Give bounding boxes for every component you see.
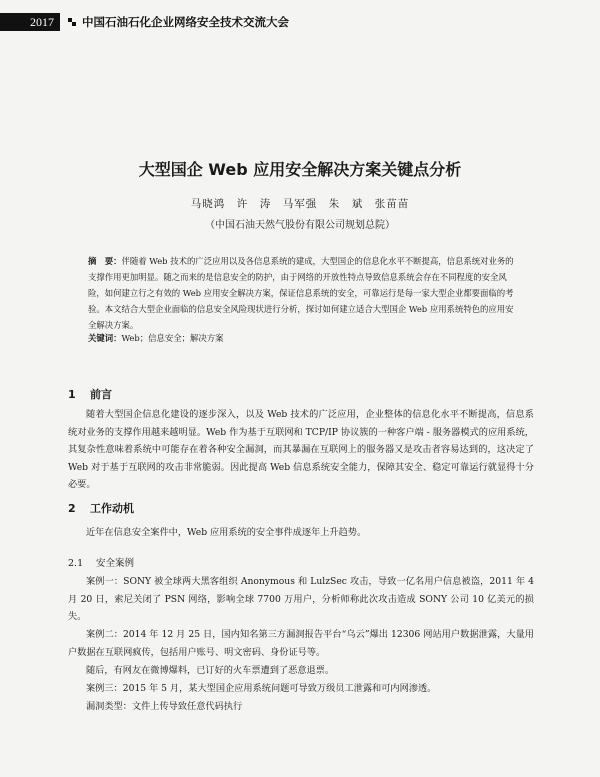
case-2: 案例二：2014 年 12 月 25 日，国内知名第三方漏洞报告平台“乌云”爆出 12306 网站用户数据泄露，大量用户数据在互联网疯传，包括用户账号、明文密码、身份证号等。 xyxy=(68,629,534,658)
section-1-title: 前言 xyxy=(90,388,112,401)
abstract xyxy=(88,253,520,333)
year-badge: 2017 xyxy=(0,13,60,31)
conference-title: 中国石油石化企业网络安全技术交流大会 xyxy=(82,15,289,29)
section-2-heading xyxy=(68,500,134,516)
affiliation: （中国石油天然气股份有限公司规划总院） xyxy=(205,220,395,231)
keywords xyxy=(88,332,520,344)
case-1: 案例一：SONY 被全球两大黑客组织 Anonymous 和 LulzSec 攻击，导致一亿名用户信息被盗，2011 年 4 月 20 日，索尼关闭了 PSN 网络，影响全球 7700 万用户，分析师称此次攻击造成 SONY 公司 10 亿美元的损失。 xyxy=(68,576,534,622)
case-3: 案例三：2015 年 5 月，某大型国企应用系统问题可导致万级员工泄露和可内网渗透。 xyxy=(86,683,437,694)
section-1-heading xyxy=(68,386,112,402)
section-1-paragraph: 随着大型国企信息化建设的逐步深入，以及 Web 技术的广泛应用，企业整体的信息化水平不断提高，信息系统对业务的支撑作用越来越明显。Web 作为基于互联网和 TCP/IP 协议簇的一种客户端 - 服务器模式的应用系统，其复杂性意味着系统中可能存在着各种安全漏洞，而其暴漏在互联网上的服务器又是攻击者容易达到的，这决定了 Web 对于基于互联网的攻击非常脆弱。因此提高 Web 信息系统安全能力，保障其安全、稳定可靠运行就显得十分必要。 xyxy=(68,409,534,491)
running-header xyxy=(0,12,289,32)
header-square-icon xyxy=(68,18,76,26)
subsection-2-1-number: 2.1 xyxy=(68,558,84,569)
abstract-text: 伴随着 Web 技术的广泛应用以及各信息系统的建成，大型国企的信息化水平不断提高，信息系统对业务的支撑作用更加明显。随之而来的是信息安全的防护，由于网络的开放性特点导致信息系统会存在不同程度的安全风险，如何建立行之有效的 Web 应用安全解决方案，保证信息系统的安全，可靠运行是每一家大型企业都要面临的考验。本文结合大型企业面临的信息安全风险现状进行分析，探讨如何建立适合大型国企 Web 应用系统特色的应用安全解决方案。 xyxy=(88,256,514,330)
section-2-paragraph: 近年在信息安全案件中，Web 应用系统的安全事件成逐年上升趋势。 xyxy=(86,527,367,538)
subsection-2-1-heading xyxy=(68,555,134,569)
paper-title: 大型国企 Web 应用安全解决方案关键点分析 xyxy=(138,160,462,179)
section-2-title: 工作动机 xyxy=(90,502,134,515)
abstract-label: 摘 要： xyxy=(88,256,122,266)
keywords-text: Web；信息安全；解决方案 xyxy=(121,333,224,343)
section-2-number: 2 xyxy=(68,502,76,515)
authors: 马晓鸿 许 涛 马军强 朱 斌 张苗苗 xyxy=(190,198,410,210)
case-2-followup: 随后，有网友在微博爆料，已订好的火车票遭到了恶意退票。 xyxy=(86,665,335,676)
vulnerability-type: 漏洞类型：文件上传导致任意代码执行 xyxy=(86,701,243,712)
subsection-2-1-title: 安全案例 xyxy=(96,558,135,569)
keywords-label: 关键词： xyxy=(88,333,122,343)
section-1-number: 1 xyxy=(68,388,76,401)
